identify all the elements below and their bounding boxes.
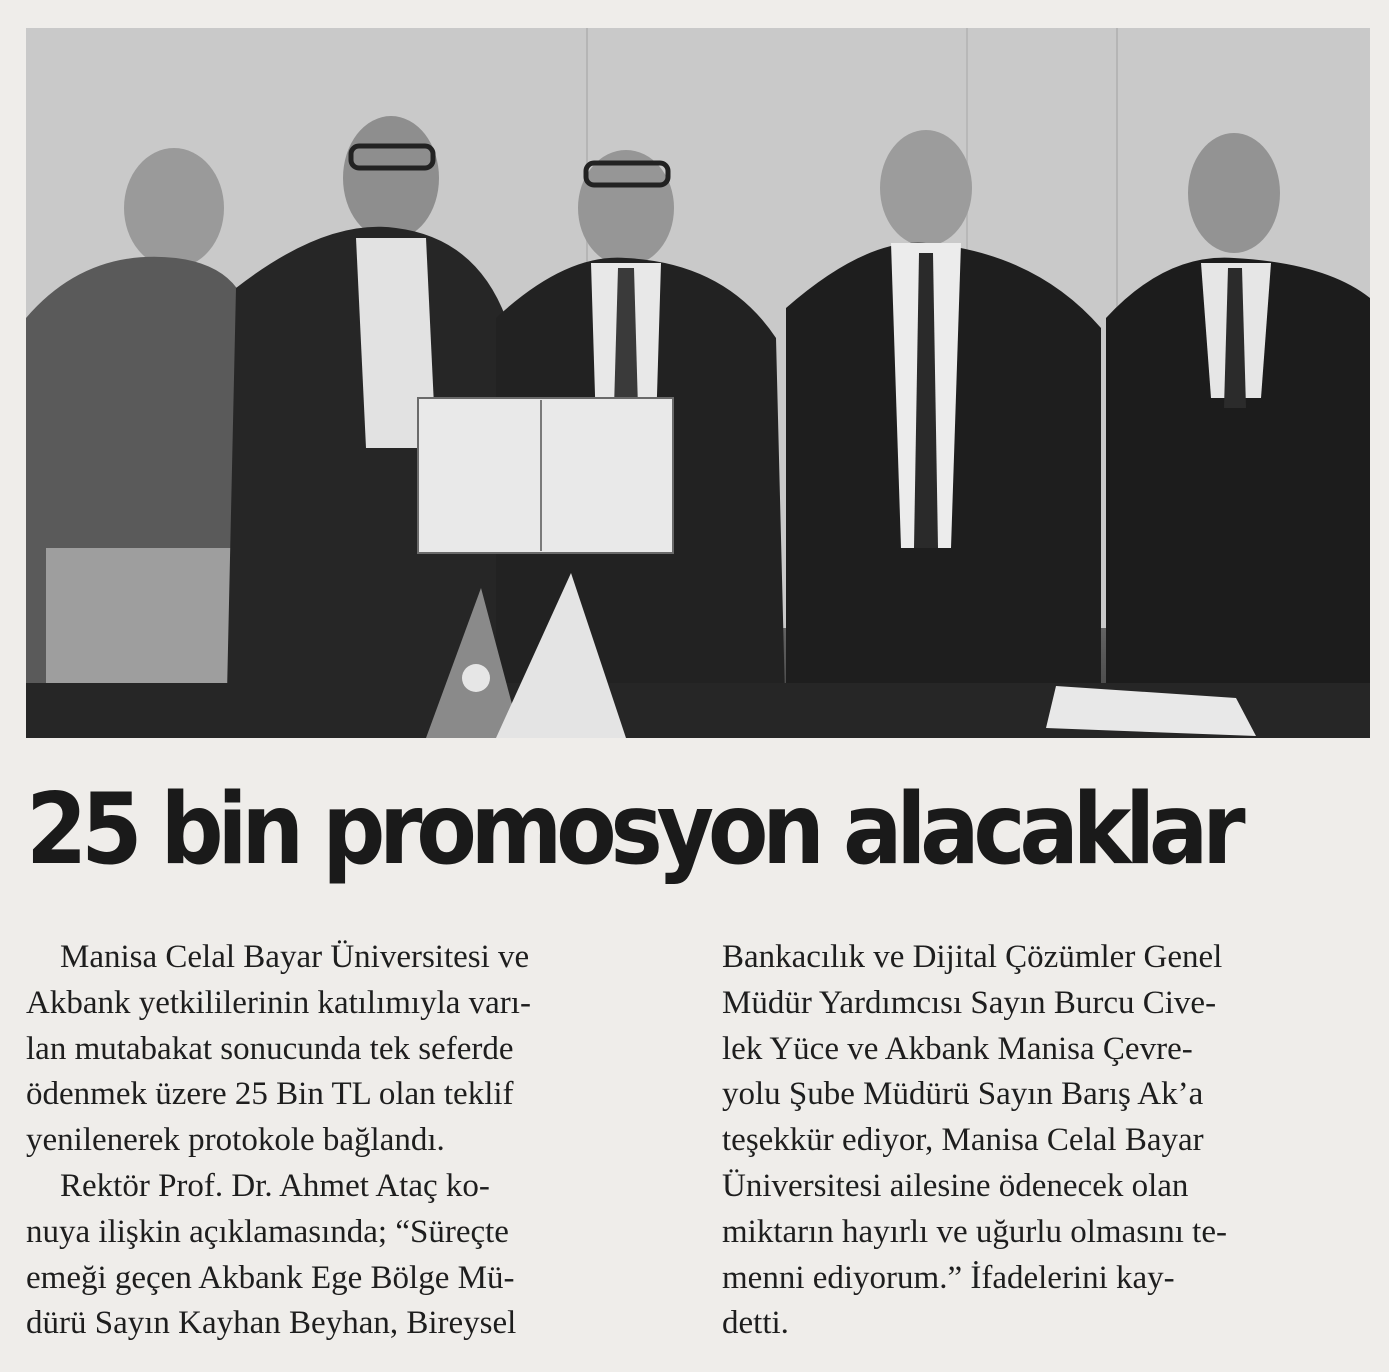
text-line: teşekkür ediyor, Manisa Celal Bayar: [722, 1122, 1204, 1159]
body-column-right: [722, 935, 1364, 1347]
paragraph-1: [26, 935, 666, 1164]
text-line: Manisa Celal Bayar Üniversitesi ve: [60, 939, 530, 975]
headline: 25 bin promosyon alacaklar: [26, 773, 1240, 887]
text-line: ödenmek üzere 25 Bin TL olan teklif: [26, 1076, 514, 1113]
text-line: Akbank yetkililerinin katılımıyla varı-: [26, 984, 531, 1021]
text-line: yenilenerek protokole bağlandı.: [26, 1122, 445, 1159]
text-line: detti.: [722, 1305, 789, 1342]
paragraph-3: [722, 935, 1364, 1347]
text-line: Üniversitesi ailesine ödenecek olan: [722, 1167, 1189, 1204]
text-line: menni ediyorum.” İfadelerini kay-: [722, 1259, 1175, 1296]
protocol-document: [418, 398, 673, 553]
text-line: Rektör Prof. Dr. Ahmet Ataç ko-: [60, 1167, 490, 1204]
text-line: Müdür Yardımcısı Sayın Burcu Cive-: [722, 984, 1217, 1021]
text-line: lek Yüce ve Akbank Manisa Çevre-: [722, 1030, 1193, 1067]
text-line: emeği geçen Akbank Ege Bölge Mü-: [26, 1259, 515, 1296]
text-line: yolu Şube Müdürü Sayın Barış Ak’a: [722, 1076, 1204, 1113]
text-line: Bankacılık ve Dijital Çözümler Genel: [722, 939, 1223, 975]
text-line: miktarın hayırlı ve uğurlu olmasını te-: [722, 1213, 1227, 1250]
photo-illustration: [26, 28, 1370, 738]
paragraph-2: [26, 1164, 666, 1347]
news-photo: [26, 28, 1370, 738]
text-line: nuya ilişkin açıklamasında; “Süreçte: [26, 1213, 509, 1250]
text-line: dürü Sayın Kayhan Beyhan, Bireysel: [26, 1305, 517, 1342]
text-line: lan mutabakat sonucunda tek seferde: [26, 1030, 514, 1067]
body-column-left: [26, 935, 666, 1347]
